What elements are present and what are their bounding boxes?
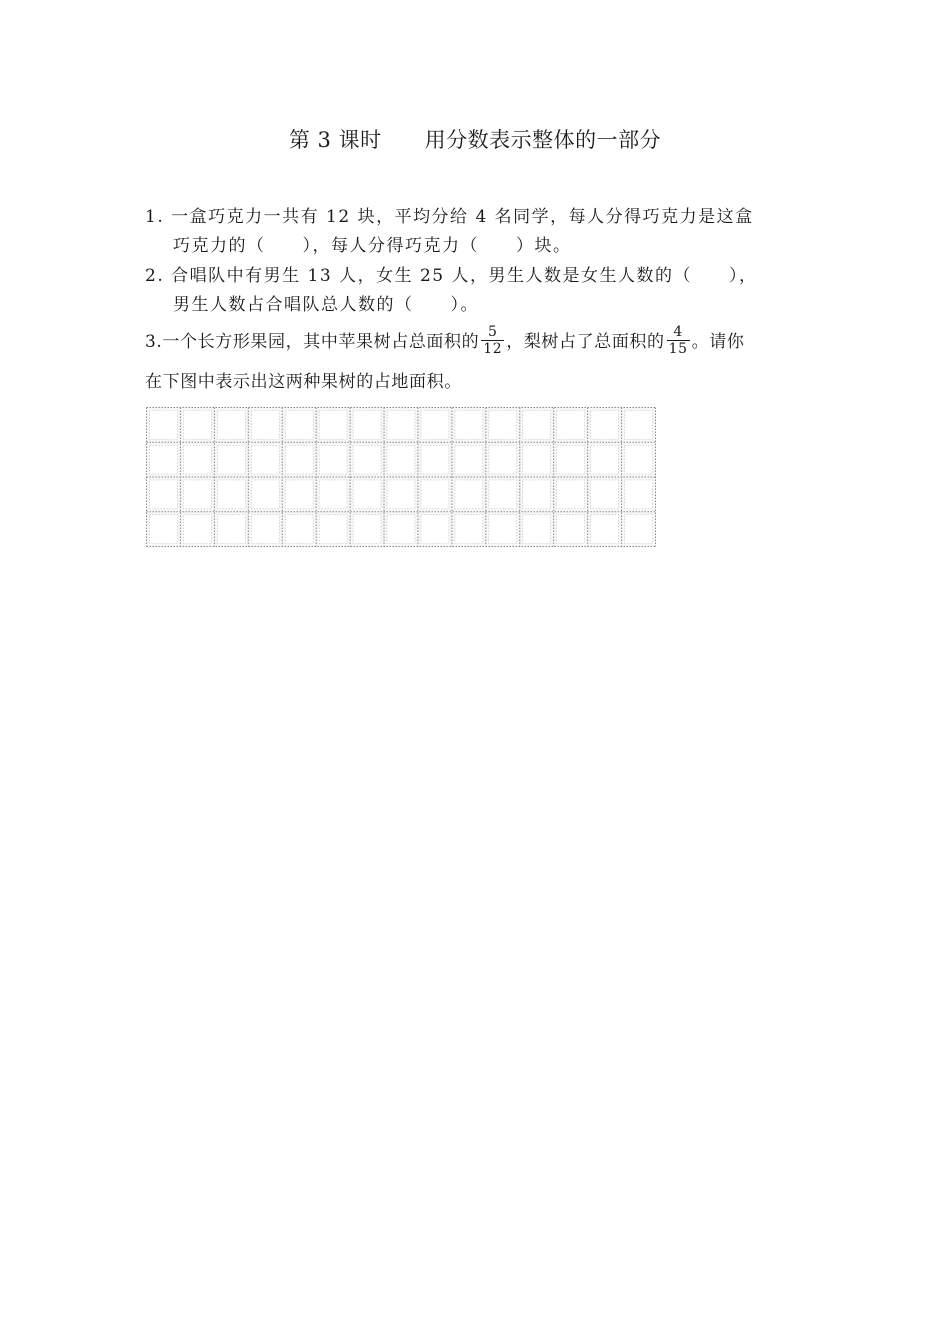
grid-cell[interactable] — [421, 515, 449, 544]
grid-cell[interactable] — [591, 480, 619, 509]
fraction-pear — [667, 324, 690, 357]
grid-cell[interactable] — [353, 411, 381, 440]
grid-cell[interactable] — [421, 445, 449, 474]
grid-cell[interactable] — [625, 445, 653, 474]
grid-cell[interactable] — [625, 480, 653, 509]
grid-cell[interactable] — [285, 480, 313, 509]
grid-cell[interactable] — [387, 480, 415, 509]
grid-cell[interactable] — [251, 480, 279, 509]
orchard-grid-svg[interactable] — [145, 406, 657, 548]
grid-cell[interactable] — [353, 445, 381, 474]
grid-cell[interactable] — [387, 445, 415, 474]
grid-cell[interactable] — [557, 480, 585, 509]
grid-cell[interactable] — [319, 411, 347, 440]
grid-cell[interactable] — [353, 515, 381, 544]
grid-cell[interactable] — [523, 445, 551, 474]
question-3-line-2: 在下图中表示出这两种果树的占地面积。 — [145, 372, 462, 392]
fraction-apple-denominator: 12 — [483, 341, 503, 357]
grid-cell[interactable] — [455, 411, 483, 440]
grid-cell[interactable] — [285, 411, 313, 440]
grid-cell[interactable] — [353, 480, 381, 509]
grid-cell[interactable] — [523, 480, 551, 509]
grid-cell[interactable] — [183, 515, 211, 544]
page-title: 第 3 课时 用分数表示整体的一部分 — [288, 128, 662, 152]
grid-cell[interactable] — [455, 480, 483, 509]
question-3-text-part-1: 3.一个长方形果园，其中苹果树占总面积的 — [145, 332, 480, 352]
grid-cell[interactable] — [217, 515, 245, 544]
grid-cell[interactable] — [557, 445, 585, 474]
grid-cell[interactable] — [251, 515, 279, 544]
grid-cell[interactable] — [150, 480, 178, 509]
grid-cell[interactable] — [319, 480, 347, 509]
grid-cell[interactable] — [489, 515, 517, 544]
grid-cell[interactable] — [455, 515, 483, 544]
grid-cell[interactable] — [150, 445, 178, 474]
grid-cell[interactable] — [489, 445, 517, 474]
grid-cell[interactable] — [251, 411, 279, 440]
question-2 — [145, 262, 805, 320]
grid-cell[interactable] — [217, 411, 245, 440]
grid-cell[interactable] — [150, 411, 178, 440]
question-3-text-part-2: ，梨树占了总面积的 — [506, 332, 665, 352]
grid-cell[interactable] — [319, 445, 347, 474]
grid-cell[interactable] — [285, 445, 313, 474]
question-2-line-2: 男生人数占合唱队总人数的（ ）。 — [173, 295, 479, 315]
grid-cell[interactable] — [455, 445, 483, 474]
fraction-apple-numerator: 5 — [487, 324, 498, 340]
grid-cell[interactable] — [591, 445, 619, 474]
grid-cell[interactable] — [217, 445, 245, 474]
grid-cell[interactable] — [523, 515, 551, 544]
grid-cell[interactable] — [150, 515, 178, 544]
question-2-line-1: 2. 合唱队中有男生 13 人，女生 25 人，男生人数是女生人数的（ ）， — [145, 266, 758, 286]
question-1-line-1: 1. 一盒巧克力一共有 12 块，平均分给 4 名同学，每人分得巧克力是这盒 — [145, 207, 754, 227]
grid-cell[interactable] — [319, 515, 347, 544]
grid-cell[interactable] — [387, 411, 415, 440]
grid-cell[interactable] — [387, 515, 415, 544]
orchard-grid[interactable] — [145, 406, 657, 548]
question-3-text-part-3: 。请你 — [691, 332, 745, 352]
grid-cell[interactable] — [251, 445, 279, 474]
grid-cell[interactable] — [625, 411, 653, 440]
fraction-apple — [481, 324, 504, 357]
grid-cell[interactable] — [557, 411, 585, 440]
grid-cell[interactable] — [217, 480, 245, 509]
grid-cell[interactable] — [183, 445, 211, 474]
grid-cell[interactable] — [421, 411, 449, 440]
fraction-pear-denominator: 15 — [668, 341, 688, 357]
grid-cell[interactable] — [489, 411, 517, 440]
question-3-line-1 — [145, 322, 805, 362]
fraction-pear-numerator: 4 — [673, 324, 683, 340]
grid-cell[interactable] — [183, 480, 211, 509]
grid-cell[interactable] — [591, 515, 619, 544]
question-1-line-2: 巧克力的（ ），每人分得巧克力（ ）块。 — [173, 236, 572, 256]
grid-cell[interactable] — [489, 480, 517, 509]
question-1 — [145, 203, 805, 261]
grid-cell[interactable] — [625, 515, 653, 544]
grid-cell[interactable] — [183, 411, 211, 440]
grid-cell[interactable] — [557, 515, 585, 544]
grid-cell[interactable] — [285, 515, 313, 544]
grid-cell[interactable] — [421, 480, 449, 509]
grid-cell[interactable] — [591, 411, 619, 440]
question-3 — [145, 322, 805, 402]
grid-cell[interactable] — [523, 411, 551, 440]
